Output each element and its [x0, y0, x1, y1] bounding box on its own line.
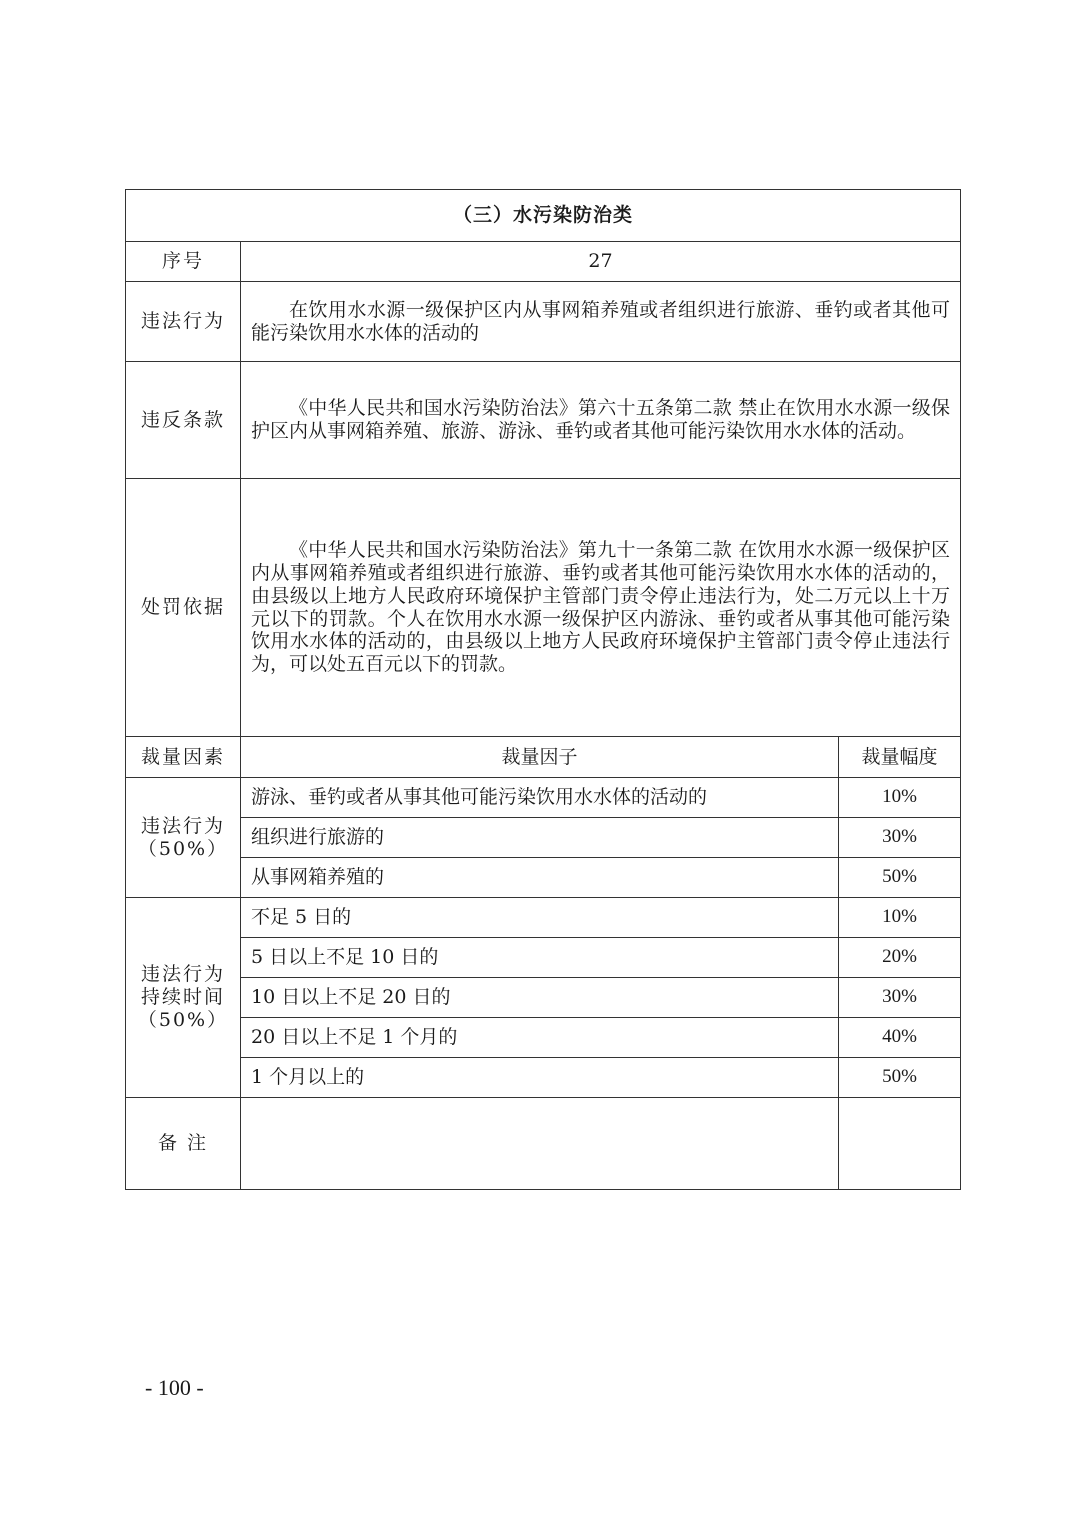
violation-cell	[241, 282, 961, 362]
group2-label-line2: 持续时间	[140, 986, 225, 1009]
penalty-cell	[241, 479, 961, 737]
group1-factor-1: 游泳、垂钓或者从事其他可能污染饮用水水体的活动的	[241, 778, 839, 818]
group2-factor-3: 10 日以上不足 20 日的	[241, 978, 839, 1018]
discretion-range-header: 裁量幅度	[839, 737, 961, 778]
discretion-subfactor-header: 裁量因子	[241, 737, 839, 778]
penalty-label: 处罚依据	[126, 479, 241, 737]
group1-factor-3: 从事网箱养殖的	[241, 858, 839, 898]
group1-label	[126, 778, 241, 898]
serial-label: 序号	[126, 242, 241, 282]
group2-factor-2: 5 日以上不足 10 日的	[241, 938, 839, 978]
group2-factor-1: 不足 5 日的	[241, 898, 839, 938]
group1-factor-2: 组织进行旅游的	[241, 818, 839, 858]
group1-label-line2: （50%）	[137, 837, 229, 860]
provision-cell	[241, 362, 961, 479]
provision-text: 《中华人民共和国水污染防治法》第六十五条第二款 禁止在饮用水水源一级保护区内从事网箱养殖、旅游、游泳、垂钓或者其他可能污染饮用水水体的活动。	[251, 397, 951, 442]
group2-factor-4: 20 日以上不足 1 个月的	[241, 1018, 839, 1058]
provision-label: 违反条款	[126, 362, 241, 479]
group2-range-4: 40%	[839, 1018, 961, 1058]
group1-range-3: 50%	[839, 858, 961, 898]
violation-text: 在饮用水水源一级保护区内从事网箱养殖或者组织进行旅游、垂钓或者其他可能污染饮用水水体的活动的	[251, 298, 951, 344]
group2-range-5: 50%	[839, 1058, 961, 1098]
remarks-content	[241, 1098, 839, 1190]
remarks-range	[839, 1098, 961, 1190]
group2-label-line1: 违法行为	[140, 963, 225, 986]
group1-label-line1: 违法行为	[140, 814, 225, 837]
group2-label	[126, 898, 241, 1098]
violation-label: 违法行为	[126, 282, 241, 362]
discretion-factor-header: 裁量因素	[126, 737, 241, 778]
group2-factor-5: 1 个月以上的	[241, 1058, 839, 1098]
group2-range-1: 10%	[839, 898, 961, 938]
group1-range-1: 10%	[839, 778, 961, 818]
table-title: （三）水污染防治类	[126, 190, 961, 242]
page-number: - 100 -	[145, 1375, 204, 1400]
discretion-table	[125, 189, 961, 1190]
group2-range-3: 30%	[839, 978, 961, 1018]
group2-label-line3: （50%）	[137, 1008, 229, 1031]
serial-value: 27	[241, 242, 961, 282]
group2-range-2: 20%	[839, 938, 961, 978]
penalty-text: 《中华人民共和国水污染防治法》第九十一条第二款 在饮用水水源一级保护区内从事网箱养殖或者组织进行旅游、垂钓或者其他可能污染饮用水水体的活动的，由县级以上地方人民政府环境保护主管部门责令停止违法行为，处二万元以上十万元以下的罚款。个人在饮用水水源一级保护区内游泳、垂钓或者从事其他可能污染饮用水水体的活动的，由县级以上地方人民政府环境保护主管部门责令停止违法行为，可以处五百元以下的罚款。	[251, 539, 951, 676]
group1-range-2: 30%	[839, 818, 961, 858]
remarks-label: 备 注	[126, 1098, 241, 1190]
